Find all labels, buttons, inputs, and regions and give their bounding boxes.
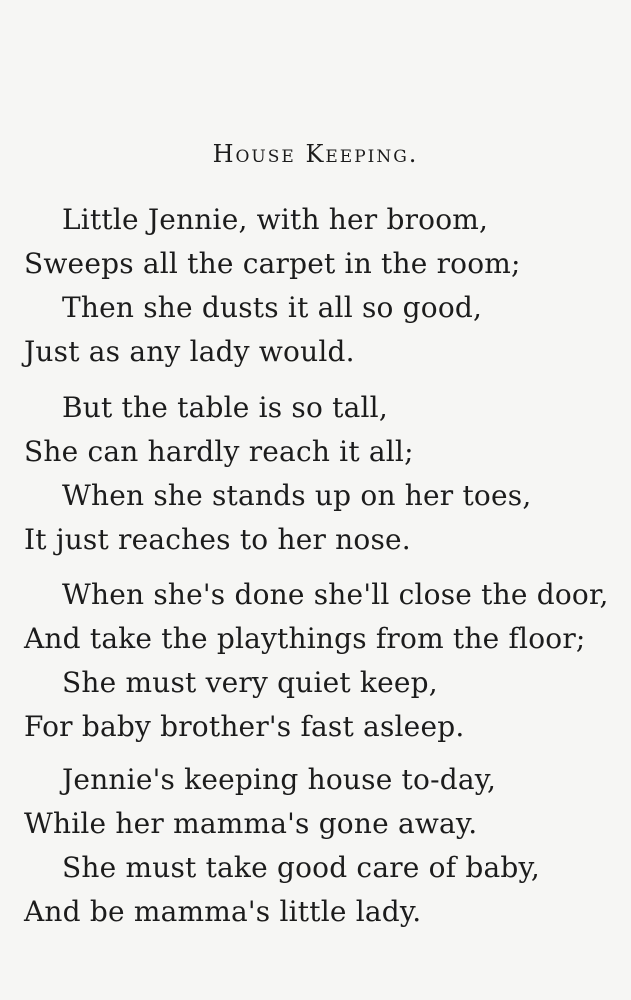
poem-line: It just reaches to her nose. (24, 523, 411, 556)
stanza-2 (24, 386, 624, 562)
stanza-1 (24, 198, 624, 374)
poem-line: Sweeps all the carpet in the room; (24, 247, 521, 280)
poem-line: Little Jennie, with her broom, (62, 203, 489, 236)
poem-line: She can hardly reach it all; (24, 435, 414, 468)
poem-line: She must very quiet keep, (62, 666, 438, 699)
poem-line: While her mamma's gone away. (24, 807, 478, 840)
poem-line: Just as any lady would. (24, 335, 355, 368)
poem-line: When she stands up on her toes, (62, 479, 532, 512)
poem-line: And take the playthings from the floor; (24, 622, 586, 655)
stanza-4 (24, 758, 624, 934)
poem-line: Jennie's keeping house to-day, (62, 763, 497, 796)
poem-line: She must take good care of baby, (62, 851, 540, 884)
poem-line: But the table is so tall, (62, 391, 388, 424)
poem-line: When she's done she'll close the door, (62, 578, 609, 611)
poem-line: And be mamma's little lady. (24, 895, 422, 928)
poem-title: House Keeping. (212, 140, 419, 168)
poem-line: For baby brother's fast asleep. (24, 710, 465, 743)
poem-line: Then she dusts it all so good, (62, 291, 483, 324)
stanza-3 (24, 573, 624, 749)
